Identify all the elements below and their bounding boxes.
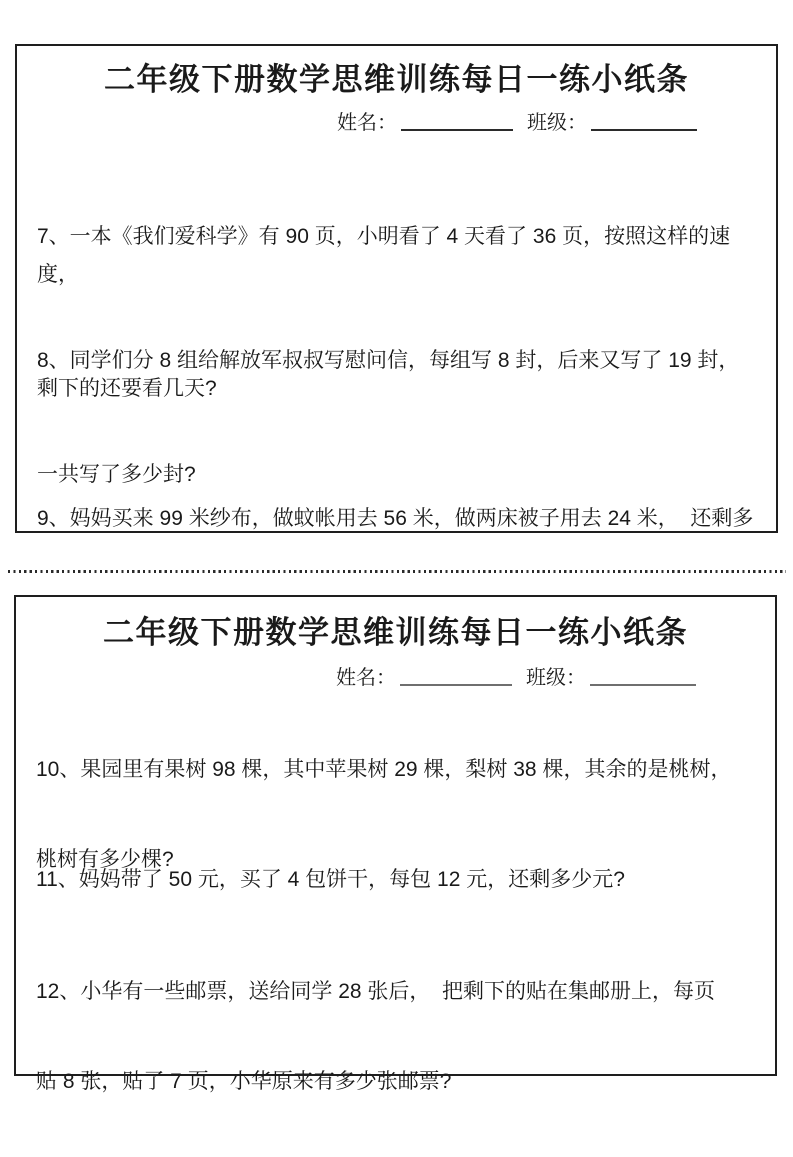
name-blank-line — [401, 108, 513, 131]
name-blank-line — [400, 663, 512, 686]
name-label: 姓名： — [336, 667, 396, 689]
cut-line-separator — [8, 570, 786, 573]
problem-12 — [36, 917, 761, 1157]
class-blank-line — [591, 108, 697, 131]
name-label: 姓名： — [337, 112, 397, 134]
worksheet-section-2 — [14, 595, 777, 1093]
problem-12-line-1: 12、小华有一些邮票，送给同学 28 张后， 把剩下的贴在集邮册上，每页 — [36, 980, 716, 1003]
class-label: 班级： — [526, 667, 586, 689]
section-title: 二年级下册数学思维训练每日一练小纸条 — [103, 615, 688, 650]
class-blank-line — [590, 663, 696, 686]
name-class-row — [337, 106, 701, 135]
problem-7-line-1: 7、一本《我们爱科学》有 90 页，小明看了 4 天看了 36 页，按照这样的速度， — [37, 225, 731, 286]
section-title: 二年级下册数学思维训练每日一练小纸条 — [104, 62, 689, 97]
problem-12-line-2: 贴 8 张，贴了 7 页，小华原来有多少张邮票? — [36, 1070, 452, 1093]
class-label: 班级： — [527, 112, 587, 134]
problem-11-line-1: 11、妈妈带了 50 元，买了 4 包饼干，每包 12 元，还剩多少元? — [36, 868, 625, 891]
problem-10-line-1: 10、果园里有果树 98 棵，其中苹果树 29 棵，梨树 38 棵，其余的是桃树， — [36, 758, 732, 781]
problem-10-line-2: 桃树有多少棵? — [36, 848, 174, 871]
problem-8-line-1: 8、同学们分 8 组给解放军叔叔写慰问信，每组写 8 封，后来又写了 19 封， — [37, 349, 740, 372]
name-class-row — [336, 661, 700, 690]
worksheet-section-1 — [15, 44, 778, 533]
problem-8-line-2: 一共写了多少封? — [37, 463, 196, 486]
problem-7-line-2: 剩下的还要看几天? — [37, 377, 217, 400]
problem-9-line-1: 9、妈妈买来 99 米纱布，做蚊帐用去 56 米，做两床被子用去 24 米， 还剩多 — [37, 507, 754, 530]
